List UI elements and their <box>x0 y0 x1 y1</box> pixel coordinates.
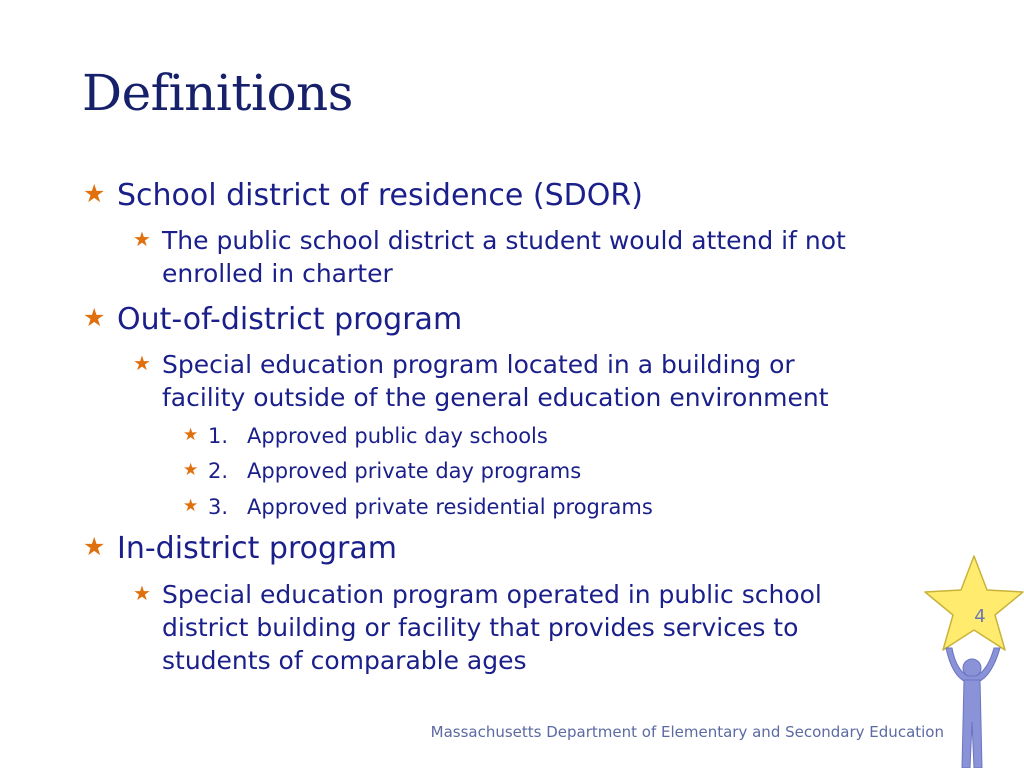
star-bullet-icon: ★ <box>183 460 199 480</box>
star-bullet-icon: ★ <box>183 496 199 516</box>
page-number: 4 <box>974 606 986 627</box>
list-item-private-residential-programs <box>183 493 653 521</box>
bullet-out-of-district <box>83 302 463 338</box>
sub-bullet-line: facility outside of the general education environment <box>162 383 829 412</box>
star-bullet-icon: ★ <box>133 581 151 605</box>
bullet-text: Out-of-district program <box>117 302 463 337</box>
list-text: Approved public day schools <box>247 424 548 448</box>
star-bullet-icon: ★ <box>83 179 106 208</box>
sub-bullet-line: students of comparable ages <box>162 646 527 675</box>
bullet-text: In-district program <box>117 531 397 566</box>
list-item-public-day-schools <box>183 422 548 450</box>
sub-bullet-out-of-district-definition <box>133 348 922 414</box>
list-number: 3. <box>208 495 229 519</box>
star-person-mascot-icon <box>918 552 1024 768</box>
bullet-in-district <box>83 531 397 567</box>
sub-bullet-line: enrolled in charter <box>162 259 393 288</box>
star-bullet-icon: ★ <box>133 351 151 375</box>
star-bullet-icon: ★ <box>183 425 199 445</box>
list-number: 2. <box>208 459 229 483</box>
list-item-private-day-programs <box>183 457 582 485</box>
star-bullet-icon: ★ <box>83 532 106 561</box>
footer-organization: Massachusetts Department of Elementary and Secondary Education <box>430 723 944 741</box>
list-text: Approved private day programs <box>247 459 582 483</box>
bullet-sdor <box>83 178 643 214</box>
star-bullet-icon: ★ <box>133 227 151 251</box>
sub-bullet-line: district building or facility that provides services to <box>162 613 799 642</box>
sub-bullet-line: The public school district a student would attend if not <box>162 226 846 255</box>
bullet-text: School district of residence (SDOR) <box>117 178 643 213</box>
list-number: 1. <box>208 424 229 448</box>
sub-bullet-in-district-definition <box>133 578 922 677</box>
sub-bullet-line: Special education program operated in public school <box>162 580 822 609</box>
sub-bullet-line: Special education program located in a building or <box>162 350 795 379</box>
list-text: Approved private residential programs <box>247 495 653 519</box>
slide-title: Definitions <box>82 64 353 122</box>
sub-bullet-sdor-definition <box>133 224 922 290</box>
star-bullet-icon: ★ <box>83 303 106 332</box>
